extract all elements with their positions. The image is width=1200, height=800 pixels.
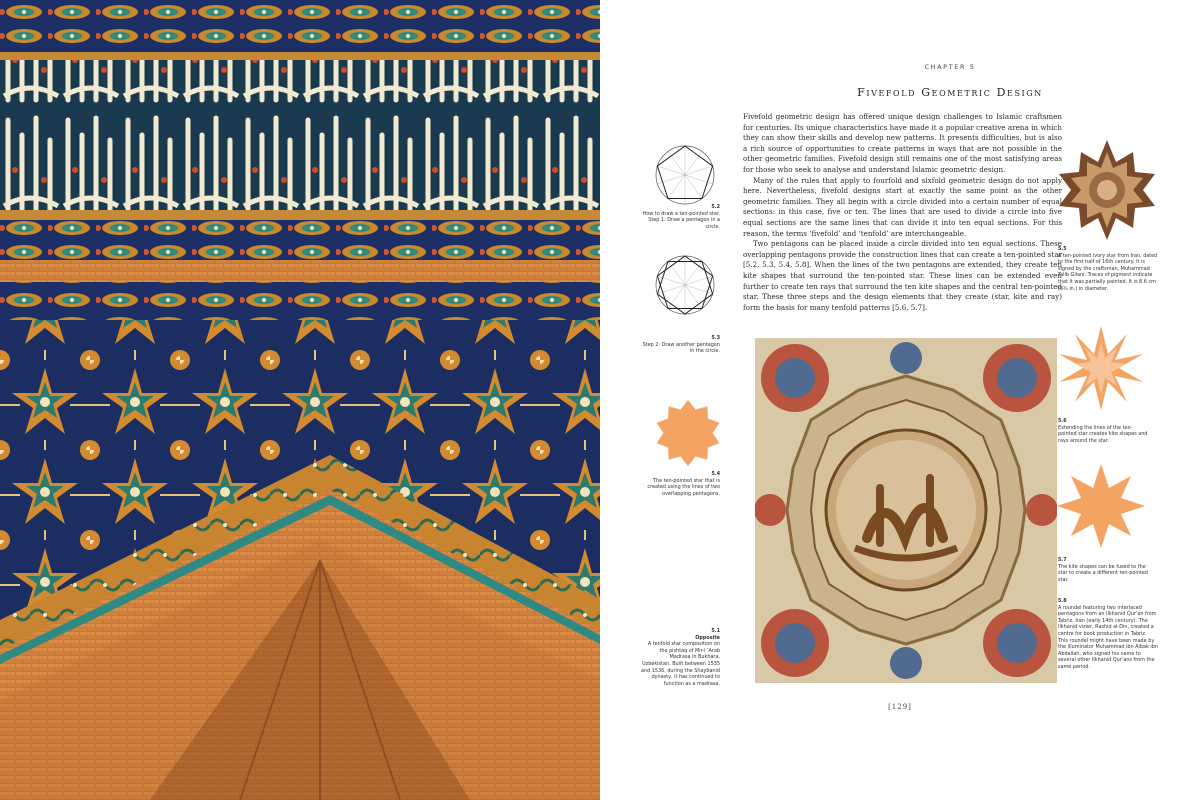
caption-5-2 — [640, 204, 720, 230]
chapter-label: CHAPTER 5 — [924, 63, 976, 71]
right-page — [600, 0, 1200, 800]
caption-5-1-text: A tenfold star composition on the pishtaq of Mir-i ‘Arab Madrasa in Bukhara, Uzbekistan. Built between 1535 and 1536, during the Shaybanid dynasty, it has continued to function as a madrasa. — [641, 641, 720, 687]
caption-5-8-number: 5.8 — [1058, 598, 1067, 604]
paragraph-3: Two pentagons can be placed inside a circle divided into ten equal sections. These overlapping pentagons provide the construction lines that can create a ten-pointed star [5.2, 5.3, 5.4, 5.8]. When the lines of the two pentagons are extended, they create ten kite shapes that surround the ten-pointed star. These lines can be extended even further to create ten rays that surround the ten kite shapes and the central ten-pointed star. These three steps and the design elements that they create (star, kite and ray) form the basis for many tenfold patterns [5.6, 5.7]. — [743, 239, 1062, 312]
figure-5-3-two-pentagons-diagram — [653, 253, 717, 317]
caption-5-3-number: 5.3 — [711, 335, 720, 341]
caption-5-8-text: A roundel featuring two interlaced pentagons from an Ilkhanid Qur’an from Tabriz, Iran (early 14th century). The Ilkhanid vizier, Rashid al-Din, created a centre for book production in Tabriz. This roundel might have been made by the illuminator Muhammad ibn Aibak ibn Abdallah, who signed his name to several other Ilkhanid Qur’ans from the same period. — [1058, 604, 1158, 670]
caption-5-6-number: 5.6 — [1058, 418, 1067, 424]
caption-5-4 — [640, 471, 720, 497]
caption-5-6 — [1058, 418, 1148, 444]
caption-5-2-number: 5.2 — [711, 204, 720, 210]
figure-5-7-fused-star — [1057, 462, 1145, 550]
paragraph-1: Fivefold geometric design has offered unique design challenges to Islamic craftsmen for centuries. Its unique characteristics have made it a popular creative arena in which they can show their skills and develop new patterns. It presents difficulties, but is also a rich source of opportunities to create patterns in ways that are not possible in the other geometric families. Fivefold design still remains one of the most satisfying areas for those who seek to analyse and understand Islamic geometric design. — [743, 112, 1062, 174]
page-number: [129] — [888, 703, 912, 711]
caption-5-7-text: The kite shapes can be fused to the star to create a different ten-pointed star. — [1058, 563, 1148, 583]
caption-5-3 — [640, 335, 720, 355]
caption-5-1-number: 5.1 — [711, 628, 720, 634]
caption-5-2-text: How to draw a ten-pointed star. Step 1: Draw a pentagon in a circle. — [642, 210, 720, 230]
caption-5-8 — [1058, 598, 1158, 671]
caption-5-7 — [1058, 557, 1148, 583]
figure-5-4-ten-pointed-star — [653, 398, 723, 468]
figure-5-5-ivory-star-photo — [1055, 138, 1159, 242]
caption-5-6-text: Extending the lines of the ten-pointed star creates kite shapes and rays around the star. — [1058, 424, 1148, 444]
caption-5-4-number: 5.4 — [711, 471, 720, 477]
figure-5-8-roundel-photo — [755, 338, 1057, 683]
caption-5-1-opposite: Opposite — [695, 634, 720, 641]
body-text — [743, 112, 1062, 313]
caption-5-7-number: 5.7 — [1058, 557, 1067, 563]
caption-5-5 — [1058, 246, 1158, 292]
paragraph-2: Many of the rules that apply to fourfold and sixfold geometric design do not apply here. Nevertheless, fivefold designs start at exactly the same point as the other geometric families. They all begin with a circle divided into a certain number of equal sections: in this case, five or ten. The lines that are used to divide a circle into five equal sections are the same lines that can divide it into ten equal sections. For this reason, the terms ‘fivefold’ and ‘tenfold’ are interchangeable. — [743, 175, 1062, 238]
figure-5-6-star-kites-rays — [1057, 324, 1145, 412]
caption-5-3-text: Step 2: Draw another pentagon in the circle. — [642, 341, 720, 355]
caption-5-4-text: The ten-pointed star that is created using the lines of two overlapping pentagons. — [647, 477, 720, 497]
page-title: Fivefold Geometric Design — [857, 86, 1043, 99]
caption-5-5-number: 5.5 — [1058, 246, 1067, 252]
figure-5-2-pentagon-diagram — [653, 143, 717, 207]
caption-5-5-text: A ten-pointed ivory star from Iran, dated to the first half of 16th century. It is signed by the craftsman, Muhammad Talib Gilani. Traces of pigment indicate that it was partially painted. It is 8.6 cm (3¾ in.) in diameter. — [1058, 252, 1158, 292]
caption-5-1 — [640, 628, 720, 687]
